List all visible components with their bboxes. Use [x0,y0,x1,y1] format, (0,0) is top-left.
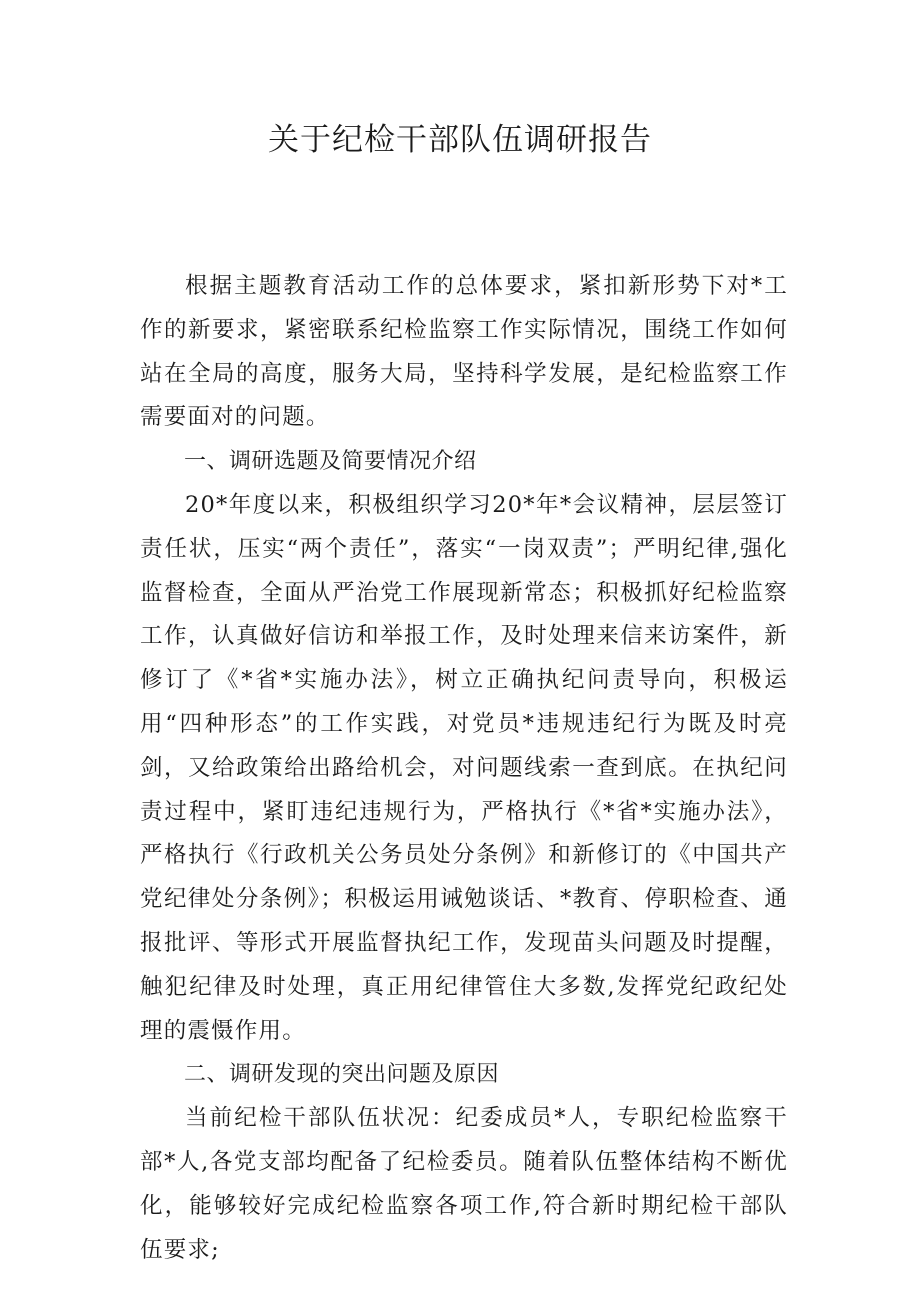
section-2-heading: 二、调研发现的突出问题及原因 [184,1062,500,1088]
section-1-heading: 一、调研选题及简要情况介绍 [184,449,477,475]
document-title: 关于纪检干部队伍调研报告 [268,122,652,158]
section-1-paragraph: 20*年度以来，积极组织学习20*年*会议精神，层层签订责任状，压实“两个责任”，落实“一岗双责”；严明纪律,强化监督检查，全面从严治党工作展现新常态；积极抓好纪检监察工作，认真做好信访和举报工作，及时处理来信来访案件，新修订了《*省*实施办法》，树立正确执纪问责导向，积极运用“四种形态”的工作实践，对党员*违规违纪行为既及时亮剑，又给政策给出路给机会，对问题线索一查到底。在执纪问责过程中，紧盯违纪违规行为，严格执行《*省*实施办法》，严格执行《行政机关公务员处分条例》和新修订的《中国共产党纪律处分条例》；积极运用诫勉谈话、*教育、停职检查、通报批评、等形式开展监督执纪工作，发现苗头问题及时提醒，触犯纪律及时处理，真正用纪律管住大多数,发挥党纪政纪处理的震慑作用。 [140,491,788,1044]
document-body [140,265,788,1272]
intro-paragraph: 根据主题教育活动工作的总体要求，紧扣新形势下对*工作的新要求，紧密联系纪检监察工作实际情况，围绕工作如何站在全局的高度，服务大局，坚持科学发展，是纪检监察工作需要面对的问题。 [140,273,788,431]
section-2-paragraph: 当前纪检干部队伍状况：纪委成员*人，专职纪检监察干部*人,各党支部均配备了纪检委员。随着队伍整体结构不断优化，能够较好完成纪检监察各项工作,符合新时期纪检干部队伍要求; [140,1105,788,1263]
